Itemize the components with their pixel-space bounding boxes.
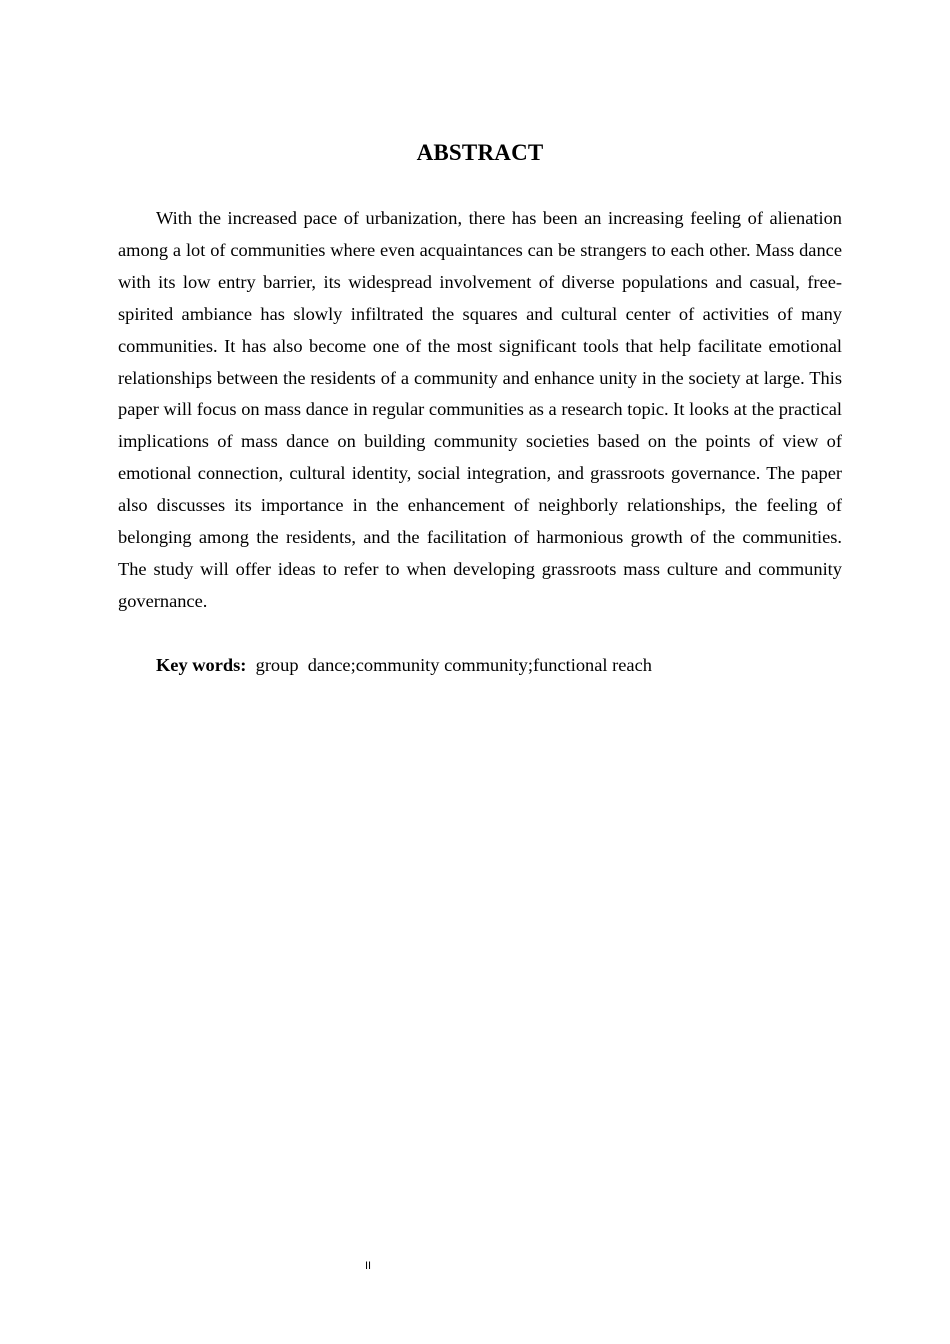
abstract-title: ABSTRACT: [416, 140, 544, 165]
page-number: II: [364, 1260, 372, 1272]
keywords-value: group dance;community community;functional reach: [246, 655, 652, 675]
keywords-line: [156, 650, 652, 682]
abstract-paragraph: With the increased pace of urbanization, there has been an increasing feeling of alienation among a lot of communities where even acquaintances can be strangers to each other. Mass dance with its low entry barrier, its widespread involvement of diverse populations and casual, free-spirited ambiance has slowly infiltrated the squares and cultural center of activities of many communities. It has also become one of the most significant tools that help facilitate emotional relationships between the residents of a community and enhance unity in the society at large. This paper will focus on mass dance in regular communities as a research topic. It looks at the practical implications of mass dance on building community societies based on the points of view of emotional connection, cultural identity, social integration, and grassroots governance. The paper also discusses its importance in the enhancement of neighborly relationships, the feeling of belonging among the residents, and the facilitation of harmonious growth of the communities. The study will offer ideas to refer to when developing grassroots mass culture and community governance.: [118, 208, 842, 611]
keywords-label: Key words:: [156, 655, 247, 675]
